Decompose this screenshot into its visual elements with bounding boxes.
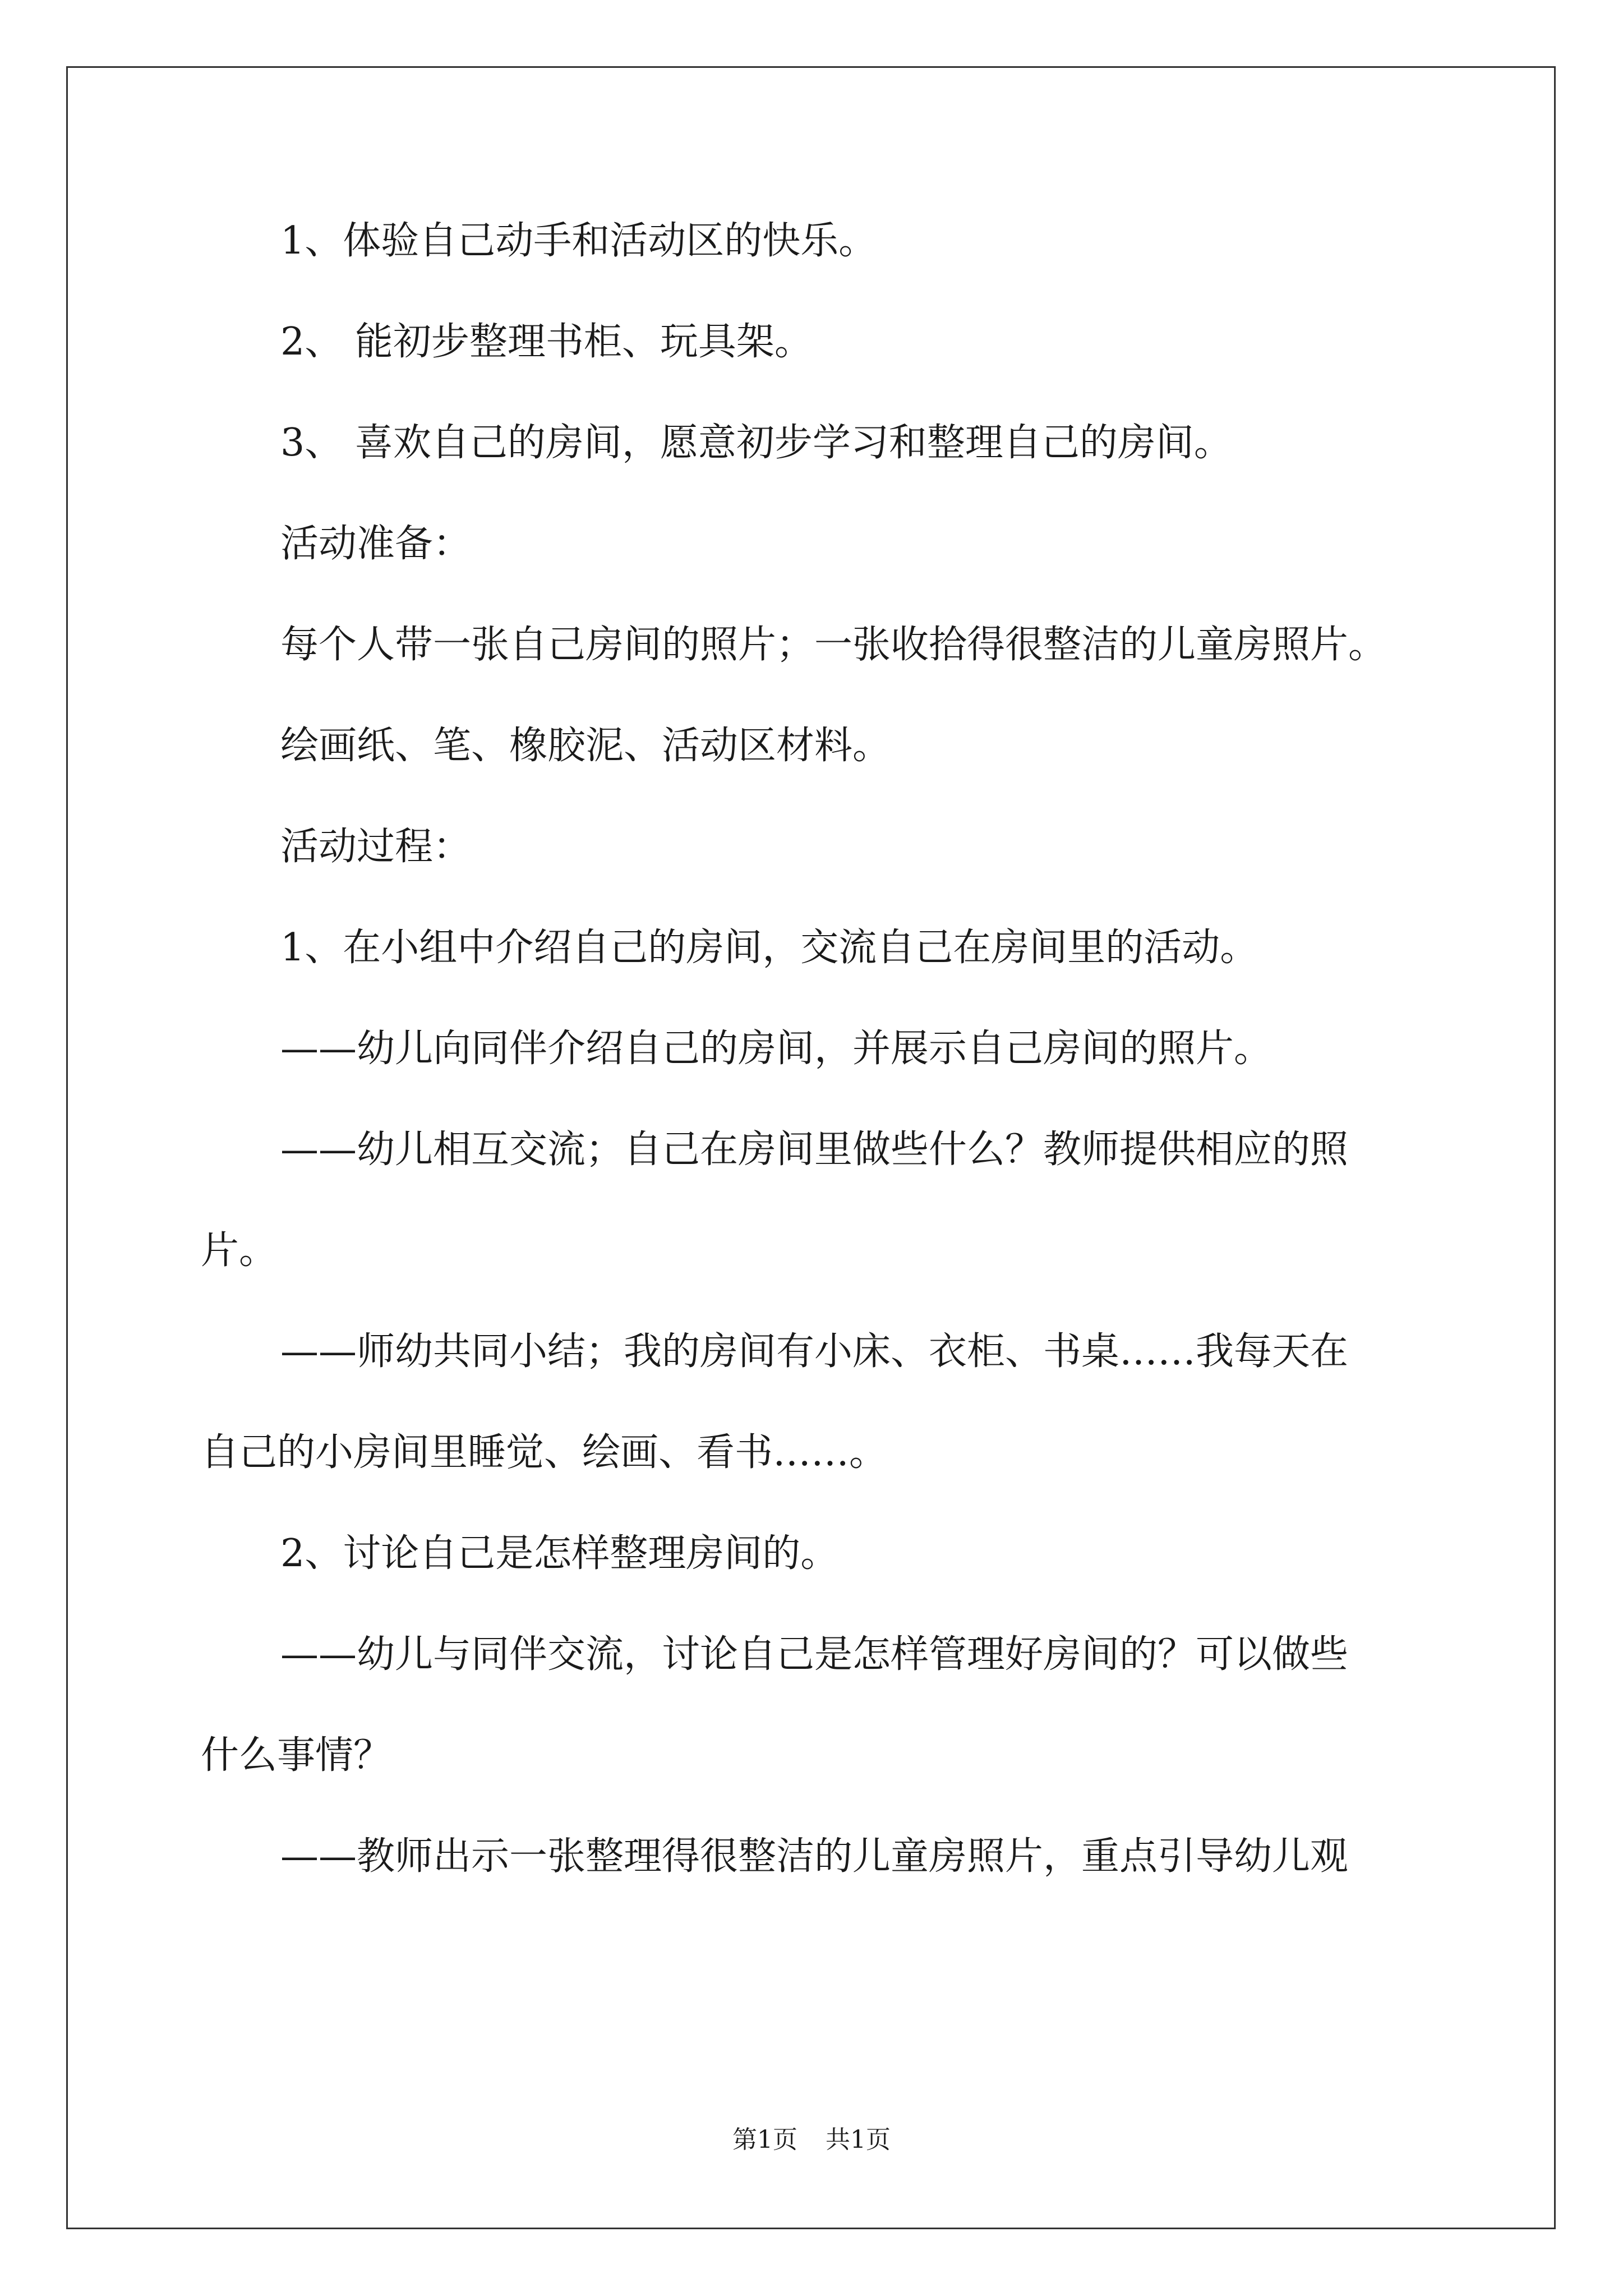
paragraph-step-1-exchange [201, 1125, 1435, 1276]
page-footer [0, 2123, 1623, 2157]
document-body [201, 216, 1435, 1882]
paragraph-step-1-introduce: ——幼儿向同伴介绍自己的房间，并展示自己房间的照片。 [280, 1027, 1272, 1071]
paragraph-step-1: 1、在小组中介绍自己的房间，交流自己在房间里的活动。 [280, 926, 1258, 970]
paragraph-step-1-summary [201, 1327, 1435, 1478]
paragraph-preparation-materials: 绘画纸、笔、橡胶泥、活动区材料。 [280, 724, 891, 768]
paragraph-objective-1: 1、体验自己动手和活动区的快乐。 [280, 219, 877, 263]
paragraph-line: 片。 [201, 1228, 278, 1273]
paragraph-line: 自己的小房间里睡觉、绘画、看书……。 [201, 1430, 888, 1475]
paragraph-step-2-teacher-photo: ——教师出示一张整理得很整洁的儿童房照片，重点引导幼儿观 [280, 1834, 1349, 1879]
paragraph-line: 什么事情？ [201, 1733, 392, 1778]
heading-process: 活动过程： [280, 825, 472, 869]
page-number: 第1页 [732, 2125, 797, 2154]
paragraph-preparation-photos: 每个人带一张自己房间的照片；一张收拾得很整洁的儿童房照片。 [280, 623, 1387, 667]
paragraph-line: ——幼儿相互交流；自己在房间里做些什么？教师提供相应的照 [280, 1128, 1349, 1172]
paragraph-step-2-discuss [201, 1630, 1435, 1781]
paragraph-objective-2: 2、 能初步整理书柜、玩具架。 [280, 320, 813, 364]
paragraph-step-2: 2、讨论自己是怎样整理房间的。 [280, 1531, 839, 1576]
paragraph-line: ——师幼共同小结；我的房间有小床、衣柜、书桌……我每天在 [280, 1329, 1349, 1374]
paragraph-objective-3: 3、 喜欢自己的房间，愿意初步学习和整理自己的房间。 [280, 421, 1232, 465]
paragraph-line: ——幼儿与同伴交流，讨论自己是怎样管理好房间的？可以做些 [280, 1632, 1349, 1677]
page-total: 共1页 [826, 2125, 891, 2154]
heading-preparation: 活动准备： [280, 522, 472, 566]
